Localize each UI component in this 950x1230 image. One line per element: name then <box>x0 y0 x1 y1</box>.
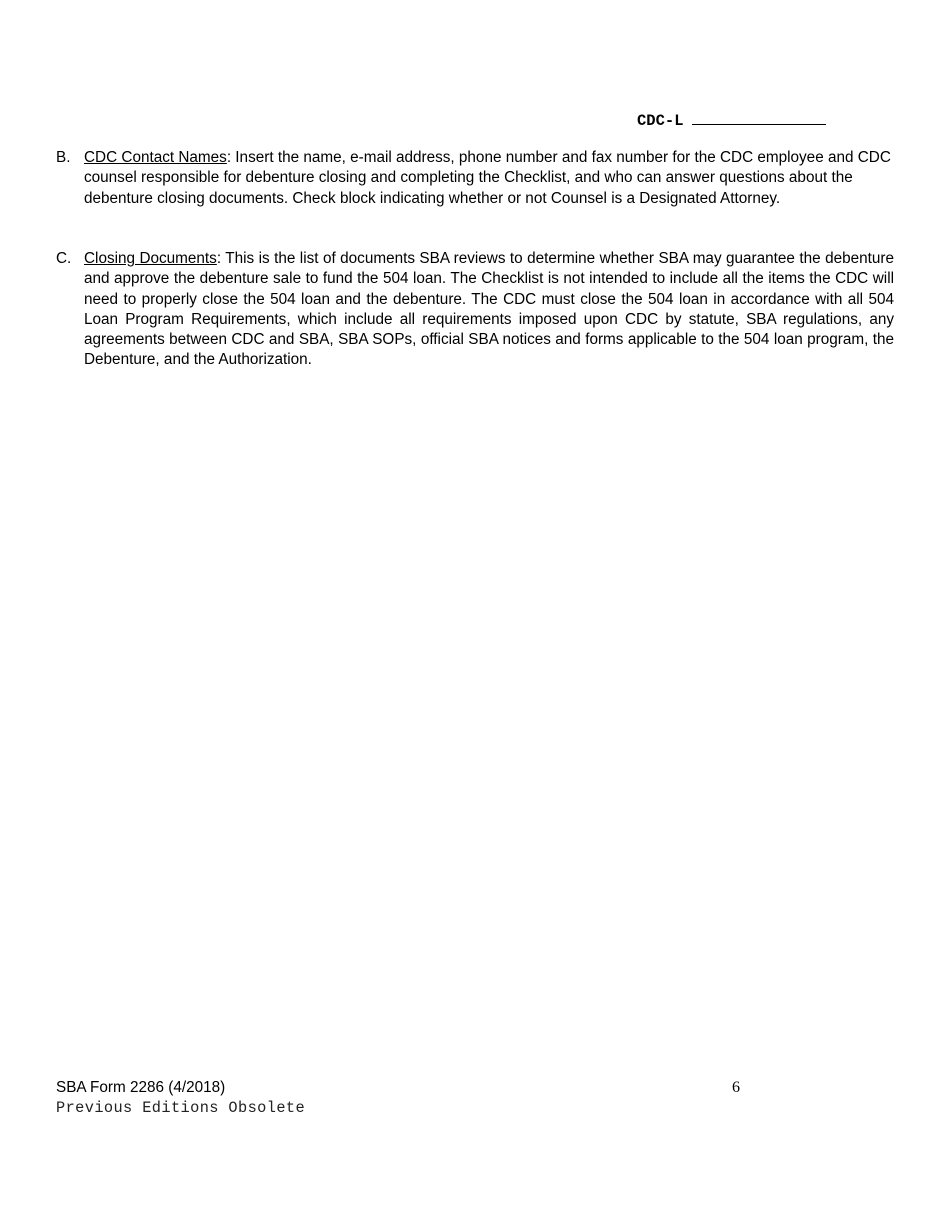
section-cdc-contact-names <box>56 148 894 209</box>
section-text: : This is the list of documents SBA reviews to determine whether SBA may guarantee the debenture and approve the debenture sale to fund the 504 loan. The Checklist is not intended to include all the items the CDC will need to properly close the 504 loan and the debenture. The CDC must close the 504 loan in accordance with all 504 Loan Program Requirements, which include all requirements imposed upon CDC by statute, SBA regulations, any agreements between CDC and SBA, SBA SOPs, official SBA notices and forms applicable to the 504 loan program, the Debenture, and the Authorization. <box>84 250 894 369</box>
section-heading: CDC Contact Names <box>84 149 227 166</box>
section-marker: C. <box>56 250 72 267</box>
section-text: : Insert the name, e-mail address, phone number and fax number for the CDC employee and CDC counsel responsible for debenture closing and completing the Checklist, and who can answer questions about the debenture closing documents. Check block indicating whether or not Counsel is a Designated Attorney. <box>84 149 891 207</box>
cdc-loan-number-header <box>637 110 826 130</box>
section-body <box>84 148 894 209</box>
section-closing-documents <box>56 249 894 371</box>
section-marker: B. <box>56 149 71 166</box>
page-number: 6 <box>732 1079 740 1096</box>
cdc-label: CDC-L <box>637 112 684 130</box>
footer-obsolete-note: Previous Editions Obsolete <box>56 1099 306 1117</box>
section-body <box>84 249 894 371</box>
footer-form-id: SBA Form 2286 (4/2018) <box>56 1079 226 1096</box>
section-heading: Closing Documents <box>84 250 217 267</box>
cdc-number-blank-line <box>692 110 826 125</box>
